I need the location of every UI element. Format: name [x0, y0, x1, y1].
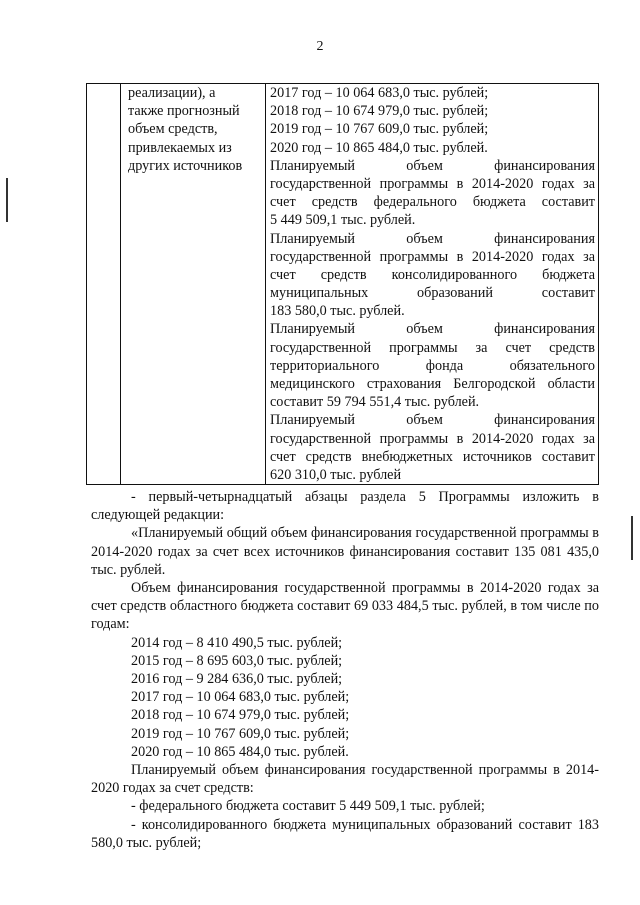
scan-edge-mark-left — [6, 178, 8, 222]
total-funding-paragraph: «Планируемый общий объем финансирования государственной программы в 2014-2020 годах за счет всех источников финансирования составит 135 081 435,0 тыс. рублей. — [91, 525, 599, 578]
year-value: 2017 год – 10 064 683,0 тыс. рублей; — [131, 689, 350, 706]
paragraph-line: территориального фонда обязательного — [270, 357, 595, 374]
extrabudgetary-paragraph — [270, 411, 595, 484]
paragraph-line: медицинского страхования Белгородской области — [270, 376, 595, 392]
table-left-cell — [121, 84, 266, 485]
paragraph-line: счет средств внебюджетных источников составит — [270, 448, 595, 465]
paragraph-line: счет средств федерального бюджета составит — [270, 194, 595, 211]
year-value: 2020 год – 10 865 484,0 тыс. рублей. — [270, 139, 488, 156]
year-value: 2017 год – 10 064 683,0 тыс. рублей; — [270, 85, 489, 101]
medical-fund-paragraph — [270, 320, 595, 411]
left-cell-line: других источников — [128, 157, 243, 174]
year-value: 2016 год – 9 284 636,0 тыс. рублей; — [131, 671, 343, 687]
regional-funding-paragraph: Объем финансирования государственной программы в 2014-2020 годах за счет средств областного бюджета составит 69 033 484,5 тыс. рублей, в том числе по годам: — [91, 580, 599, 633]
scan-edge-mark-right — [631, 516, 633, 560]
year-value: 2019 год – 10 767 609,0 тыс. рублей; — [270, 121, 489, 138]
paragraph-line: государственной программы в 2014-2020 годах за — [270, 248, 595, 265]
table-row — [87, 84, 599, 485]
paragraph-line: государственной программы в 2014-2020 годах за — [270, 175, 595, 192]
year-value: 2018 год – 10 674 979,0 тыс. рублей; — [131, 707, 350, 724]
paragraph-line: государственной программы за счет средств — [270, 339, 595, 356]
paragraph-line: Планируемый объем финансирования — [270, 321, 595, 338]
year-value: 2014 год – 8 410 490,5 тыс. рублей; — [131, 634, 343, 651]
paragraph-line: муниципальных образований составит — [270, 285, 595, 302]
left-cell-line: объем средств, — [128, 121, 218, 138]
year-value: 2018 год – 10 674 979,0 тыс. рублей; — [270, 103, 489, 120]
municipal-budget-item: - консолидированного бюджета муниципальных образований составит 183 580,0 тыс. рублей; — [91, 816, 599, 851]
left-cell-line: привлекаемых из — [128, 139, 232, 156]
municipal-paragraph — [270, 230, 595, 321]
paragraph-line: государственной программы в 2014-2020 годах за — [270, 430, 595, 447]
year-value: 2015 год – 8 695 603,0 тыс. рублей; — [131, 652, 343, 669]
regional-year-list — [91, 634, 599, 761]
paragraph-line: Планируемый объем финансирования — [270, 230, 595, 247]
funding-table — [86, 83, 599, 485]
year-value: 2020 год – 10 865 484,0 тыс. рублей. — [131, 743, 349, 760]
page-number: 2 — [316, 39, 324, 54]
planned-funding-paragraph: Планируемый объем финансирования государственной программы в 2014-2020 годах за счет средств: — [91, 761, 599, 797]
year-list — [270, 84, 595, 157]
federal-budget-item: - федерального бюджета составит 5 449 509,1 тыс. рублей; — [131, 798, 485, 815]
intro-paragraph: - первый-четырнадцатый абзацы раздела 5 Программы изложить в следующей редакции: — [91, 489, 599, 524]
paragraph-last-line: 5 449 509,1 тыс. рублей. — [270, 212, 416, 229]
paragraph-last-line: составит 59 794 551,4 тыс. рублей. — [270, 394, 480, 411]
paragraph-line: счет средств консолидированного бюджета — [270, 266, 595, 283]
paragraph-last-line: 620 310,0 тыс. рублей — [270, 466, 402, 483]
federal-paragraph — [270, 157, 595, 230]
table-right-cell — [266, 84, 599, 485]
year-value: 2019 год – 10 767 609,0 тыс. рублей; — [131, 725, 350, 742]
left-cell-line: также прогнозный — [128, 103, 240, 120]
paragraph-last-line: 183 580,0 тыс. рублей. — [270, 303, 405, 320]
paragraph-line: Планируемый объем финансирования — [270, 412, 595, 429]
paragraph-line: Планируемый объем финансирования — [270, 157, 595, 174]
left-cell-line: реализации), а — [128, 85, 216, 101]
section-5-text — [91, 488, 599, 852]
empty-cell — [87, 84, 121, 485]
